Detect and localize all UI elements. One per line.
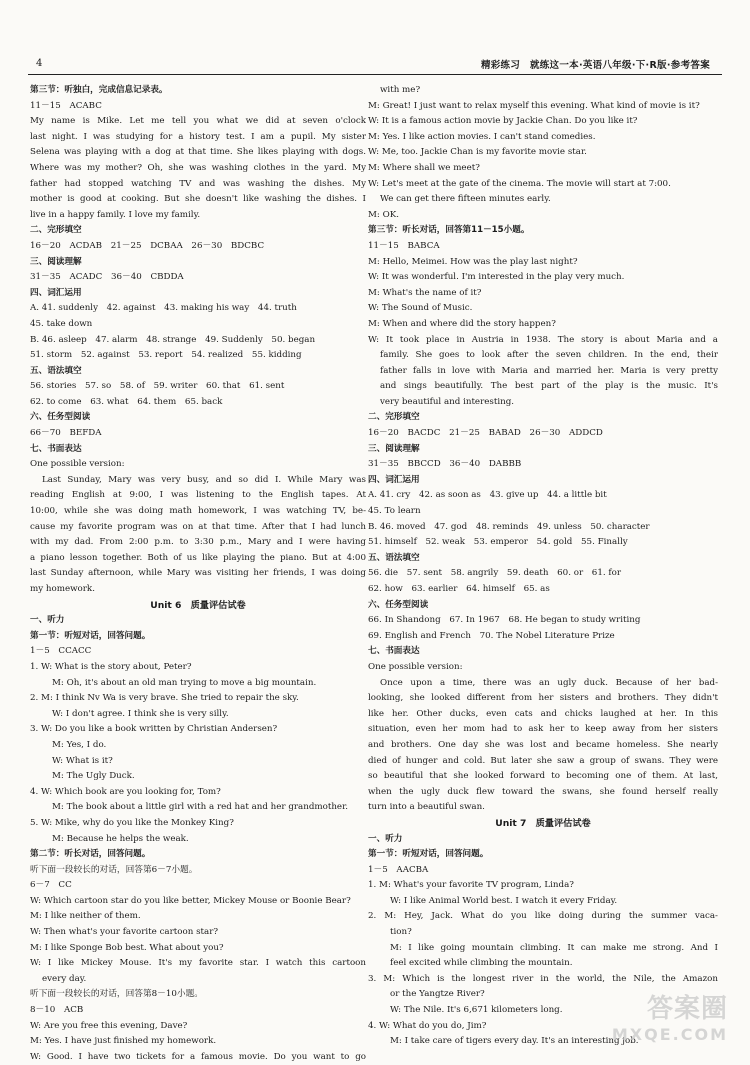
right-line: like her. Other ducks, even cats and chicks laughed at her. In this <box>368 708 718 719</box>
left-line: a piano lesson together. Both of us like playing the piano. But at 4:00 <box>30 552 366 563</box>
right-line: W: Me, too. Jackie Chan is my favorite movie star. <box>368 147 587 158</box>
left-line: M: I like neither of them. <box>30 911 141 922</box>
left-line: 听下面一段较长的对话，回答第8－10小题。 <box>30 989 203 1000</box>
right-line: We can get there fifteen minutes early. <box>380 194 551 205</box>
right-line: W: Let's meet at the gate of the cinema. The movie will start at 7:00. <box>368 178 671 189</box>
left-line: 听下面一段较长的对话，回答第6－7小题。 <box>30 864 198 875</box>
right-line: 45. To learn <box>368 506 421 517</box>
left-line: reading English at 9:00, I was listening to the English tapes. At <box>30 490 366 501</box>
left-line: 31－35 ACADC 36－40 CBDDA <box>30 272 184 283</box>
left-section-heading: 三、阅读理解 <box>30 256 82 267</box>
left-line: M: Yes. I have just finished my homework. <box>30 1036 217 1047</box>
right-section-heading: 四、词汇运用 <box>368 474 420 485</box>
left-line: 6－7 CC <box>30 880 72 891</box>
right-line: W: It took place in Austria in 1938. The story is about Maria and a <box>368 334 718 345</box>
left-line: Where was my mother? Oh, she was washing clothes in the yard. My <box>30 162 366 173</box>
left-line: Selena was playing with a dog at that time. She likes playing with dogs. <box>30 147 366 158</box>
left-line: A. 41. suddenly 42. against 43. making his way 44. truth <box>30 303 297 314</box>
header-rule <box>28 74 722 75</box>
right-section-heading: 二、完形填空 <box>368 412 420 423</box>
right-line: 51. himself 52. weak 53. emperor 54. gold 55. Finally <box>368 537 628 548</box>
right-line: family. She goes to look after the seven children. In the end, their <box>380 350 718 361</box>
right-line: 11－15 BABCA <box>368 240 440 251</box>
right-line: M: Hello, Meimei. How was the play last night? <box>368 256 578 267</box>
right-line: 62. how 63. earlier 64. himself 65. as <box>368 584 550 594</box>
left-section-heading: 七、书面表达 <box>30 443 82 454</box>
left-line: W: Are you free this evening, Dave? <box>30 1020 188 1031</box>
left-line: 10:00, while she was doing math homework, I was watching TV, be- <box>30 506 366 517</box>
right-section-heading: 第一节：听短对话，回答问题。 <box>368 849 489 860</box>
left-unit-title: Unit 6 质量评估试卷 <box>150 599 246 611</box>
left-line: mother is good at cooking. But she doesn't like washing the dishes. I <box>30 194 366 205</box>
watermark-url: MXQE.COM <box>611 1025 728 1044</box>
left-line: 66－70 BEFDA <box>30 428 102 439</box>
right-line: W: The Nile. It's 6,671 kilometers long. <box>390 1005 563 1016</box>
left-line: My name is Mike. Let me tell you what we did at seven o'clock <box>30 116 366 127</box>
left-section-heading: 五、语法填空 <box>30 365 82 376</box>
right-line: looking, she looked different from her sisters and brothers. They didn't <box>368 693 718 704</box>
right-section-heading: 六、任务型阅读 <box>368 599 429 610</box>
right-unit-title: Unit 7 质量评估试卷 <box>495 817 591 829</box>
right-line: 4. W: What do you do, Jim? <box>368 1020 487 1031</box>
left-line: B. 46. asleep 47. alarm 48. strange 49. Suddenly 50. began <box>30 334 316 345</box>
right-line: M: When and where did the story happen? <box>368 318 556 329</box>
left-line: 4. W: Which book are you looking for, Tom? <box>30 786 221 797</box>
right-section-heading: 五、语法填空 <box>368 552 420 563</box>
left-line: with my dad. From 2:00 p.m. to 3:30 p.m., Mary and I were having <box>30 537 366 548</box>
left-line: One possible version: <box>30 459 125 470</box>
left-line: W: I like Mickey Mouse. It's my favorite star. I watch this cartoon <box>30 958 366 969</box>
left-line: 11－15 ACABC <box>30 100 102 111</box>
right-line: A. 41. cry 42. as soon as 43. give up 44. a little bit <box>368 490 607 501</box>
right-line: 69. English and French 70. The Nobel Literature Prize <box>368 630 615 641</box>
right-line: W: It is a famous action movie by Jackie Chan. Do you like it? <box>368 116 638 127</box>
right-line: 56. die 57. sent 58. angrily 59. death 60. or 61. for <box>368 568 621 579</box>
left-section-heading: 第二节：听长对话，回答问题。 <box>30 849 151 860</box>
right-line: situation, even her mom had to ask her to keep away from her sisters <box>368 724 718 735</box>
left-line: W: Then what's your favorite cartoon star? <box>30 927 219 938</box>
left-line: M: Yes, I do. <box>52 739 107 750</box>
running-head: 精彩练习 就练这一本·英语八年级·下·R版·参考答案 <box>480 60 710 71</box>
left-line: 45. take down <box>30 318 93 329</box>
right-line: M: OK. <box>368 209 399 220</box>
right-line: 66. In Shandong 67. In 1967 68. He began to study writing <box>368 615 641 626</box>
right-line: M: I take care of tigers every day. It's an interesting job. <box>390 1036 639 1047</box>
left-line: M: I like Sponge Bob best. What about you? <box>30 942 224 953</box>
left-line: 2. M: I think Nv Wa is very brave. She tried to repair the sky. <box>30 693 299 704</box>
left-line: M: Oh, it's about an old man trying to move a big mountain. <box>52 677 317 688</box>
left-line: my homework. <box>30 584 95 594</box>
right-line: died of hunger and cold. But later she saw a group of swans. They were <box>368 755 718 766</box>
right-line: W: The Sound of Music. <box>368 303 473 314</box>
left-line: every day. <box>42 973 87 984</box>
left-column <box>30 83 366 1065</box>
right-line: 3. M: Which is the longest river in the world, the Nile, the Amazon <box>368 973 718 984</box>
left-line: 3. W: Do you like a book written by Christian Andersen? <box>30 724 278 735</box>
right-line: 31－35 BBCCD 36－40 DABBB <box>368 459 522 470</box>
left-line: 16－20 ACDAB 21－25 DCBAA 26－30 BDCBC <box>30 240 265 251</box>
right-line: 1. M: What's your favorite TV program, Linda? <box>368 880 574 891</box>
left-section-heading: 二、完形填空 <box>30 225 82 236</box>
left-line: 8－10 ACB <box>30 1005 84 1016</box>
left-line: cause my favorite program was on at that time. After that I had lunch <box>30 521 366 532</box>
right-line: 1－5 AACBA <box>368 864 429 875</box>
right-line: M: What's the name of it? <box>368 287 482 298</box>
right-line: W: It was wonderful. I'm interested in the play very much. <box>368 272 625 283</box>
right-line: turn into a beautiful swan. <box>368 802 485 813</box>
right-line: tion? <box>390 927 412 938</box>
page-number: 4 <box>36 58 43 69</box>
left-section-heading: 第一节：听短对话，回答问题。 <box>30 630 151 641</box>
left-line: father had stopped watching TV and was washing the dishes. My <box>30 178 366 189</box>
right-section-heading: 三、阅读理解 <box>368 443 420 454</box>
right-line: so beautiful that she looked forward to becoming one of them. At last, <box>368 771 718 782</box>
right-line: M: Where shall we meet? <box>368 162 480 173</box>
right-line: very beautiful and interesting. <box>380 396 515 407</box>
right-line: Once upon a time, there was an ugly duck. Because of her bad- <box>380 677 718 688</box>
right-line: 2. M: Hey, Jack. What do you like doing during the summer vaca- <box>368 911 718 922</box>
watermark-logo <box>612 996 728 1048</box>
left-line: W: Good. I have two tickets for a famous movie. Do you want to go <box>30 1051 366 1062</box>
left-line: 5. W: Mike, why do you like the Monkey King? <box>30 817 234 828</box>
right-line: feel excited while climbing the mountain. <box>390 958 573 969</box>
left-line: W: Which cartoon star do you like better, Mickey Mouse or Boonie Bear? <box>30 895 351 906</box>
right-line: 16－20 BACDC 21－25 BABAD 26－30 ADDCD <box>368 428 603 439</box>
left-line: Last Sunday, Mary was very busy, and so did I. While Mary was <box>42 474 366 485</box>
right-line: M: Yes. I like action movies. I can't stand comedies. <box>368 131 596 142</box>
left-line: 62. to come 63. what 64. them 65. back <box>30 396 223 407</box>
right-line: or the Yangtze River? <box>390 989 485 1000</box>
left-line: 51. storm 52. against 53. report 54. realized 55. kidding <box>30 350 302 361</box>
left-line: M: The book about a little girl with a red hat and her grandmother. <box>52 802 349 813</box>
right-line: One possible version: <box>368 661 463 672</box>
right-line: when the ugly duck flew toward the swans, she found herself really <box>368 786 718 797</box>
watermark-text: 答案圈 <box>646 994 728 1024</box>
left-line: W: What is it? <box>52 755 113 766</box>
right-line: and sings beautifully. The best part of the play is the music. It's <box>380 381 718 392</box>
right-section-heading: 第三节：听长对话，回答第11－15小题。 <box>368 225 530 236</box>
left-line: M: Because he helps the weak. <box>52 833 189 844</box>
right-column <box>368 83 718 1050</box>
right-line: B. 46. moved 47. god 48. reminds 49. unless 50. character <box>368 521 650 532</box>
left-line: 56. stories 57. so 58. of 59. writer 60. that 61. sent <box>30 381 285 392</box>
left-line: W: I don't agree. I think she is very silly. <box>52 708 229 719</box>
right-line: M: Great! I just want to relax myself this evening. What kind of movie is it? <box>368 100 700 111</box>
left-section-heading: 四、词汇运用 <box>30 287 82 298</box>
right-line: M: I like going mountain climbing. It can make me strong. And I <box>390 942 718 953</box>
left-line: M: The Ugly Duck. <box>52 771 135 782</box>
left-section-heading: 一、听力 <box>30 615 65 626</box>
right-line: W: I like Animal World best. I watch it every Friday. <box>390 895 618 906</box>
right-section-heading: 一、听力 <box>368 833 403 844</box>
left-line: 1. W: What is the story about, Peter? <box>30 661 192 672</box>
right-line: father falls in love with Maria and married her. Maria is very pretty <box>380 365 718 376</box>
right-line: with me? <box>380 85 421 95</box>
left-line: 1－5 CCACC <box>30 646 92 657</box>
right-line: and brothers. One day she was lost and became homeless. She nearly <box>368 739 718 750</box>
left-line: last Sunday afternoon, while Mary was visiting her friends, I was doing <box>30 568 366 579</box>
right-section-heading: 七、书面表达 <box>368 646 420 657</box>
left-line: last night. I was studying for a history test. I am a pupil. My sister <box>30 131 366 142</box>
left-line: live in a happy family. I love my family. <box>30 209 201 220</box>
left-section-heading: 第三节：听独白，完成信息记录表。 <box>30 85 168 95</box>
left-section-heading: 六、任务型阅读 <box>30 412 91 423</box>
